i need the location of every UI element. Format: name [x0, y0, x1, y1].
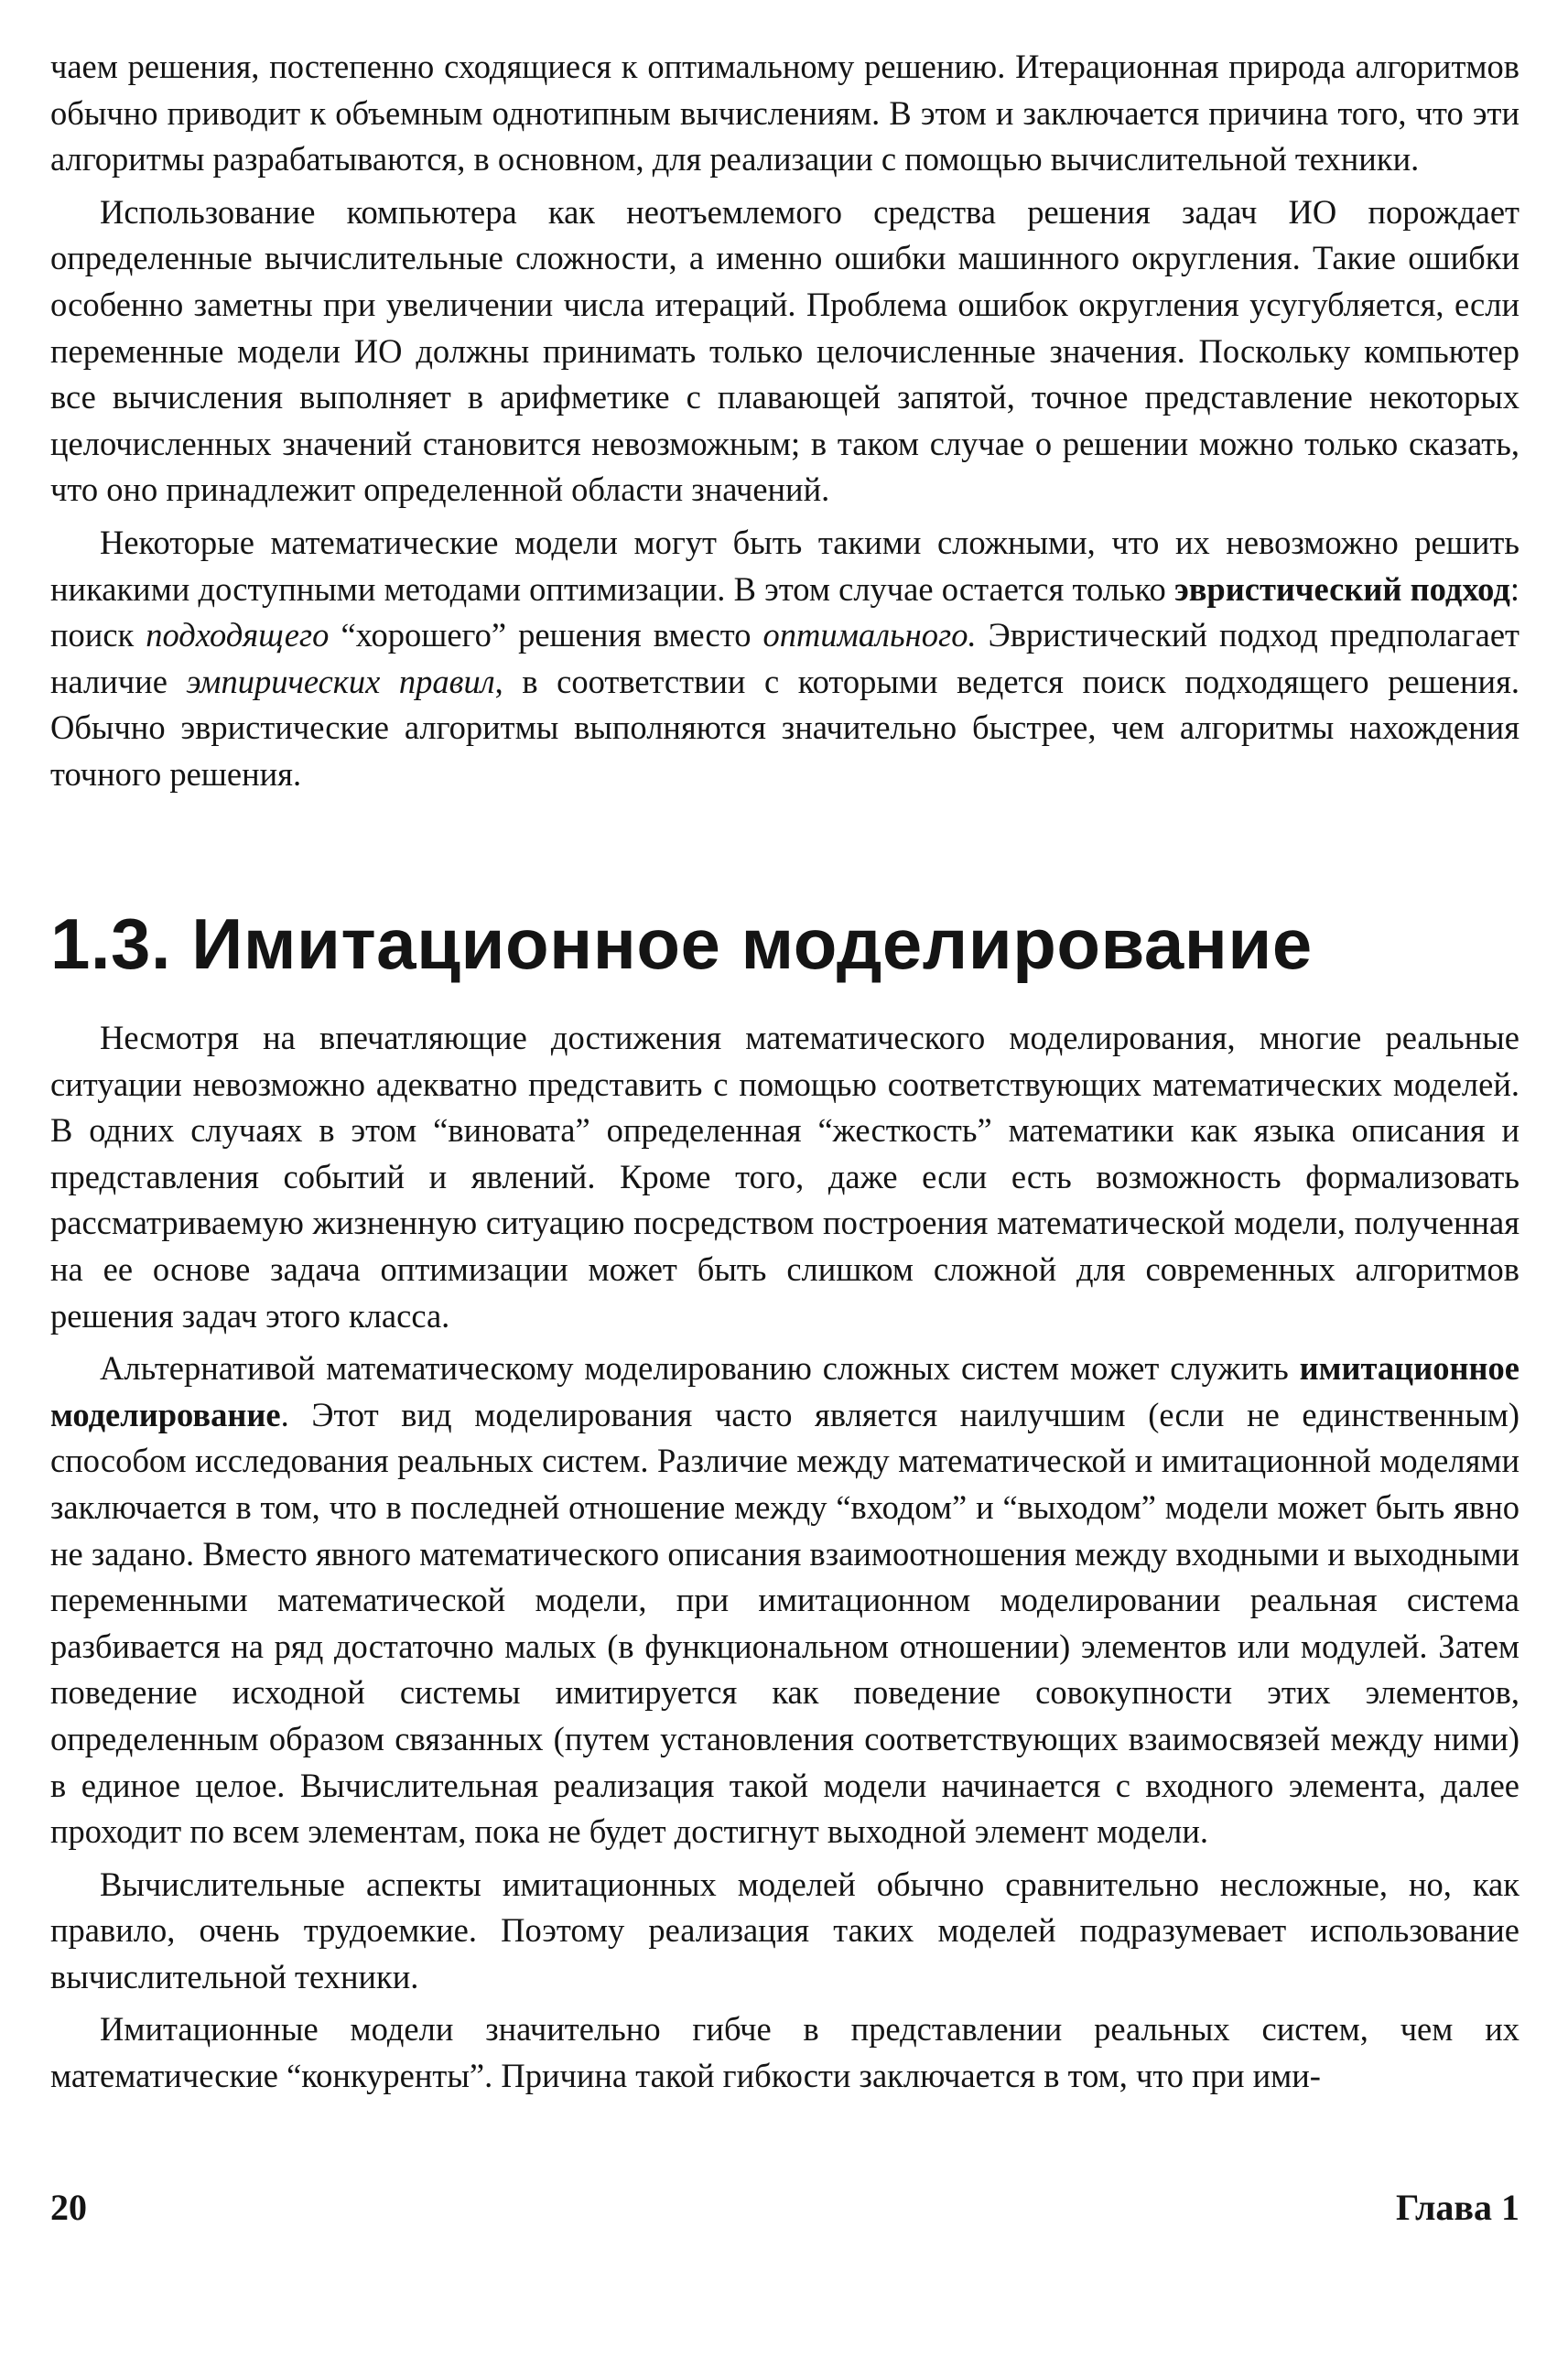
paragraph-continuation: чаем решения, постепенно сходящиеся к оптимальному решению. Итерационная природа алгоритмов обычно приводит к объемным однотипным вычислениям. В этом и заключается причина того, что эти алгоритмы разрабатываются, в основном, для реализации с помощью вычислительной техники. — [50, 48, 1519, 178]
paragraph-flexibility: Имитационные модели значительно гибче в представлении реальных систем, чем их математические “конкуренты”. Причина такой гибкости заключается в том, что при ими- — [50, 2010, 1519, 2095]
paragraph-computational-aspects: Вычислительные аспекты имитационных моделей обычно сравнительно несложные, но, как правило, очень трудоемкие. Поэтому реализация таких моделей подразумевает использование вычислительной техники. — [50, 1865, 1519, 1995]
paragraph-math-limitations: Несмотря на впечатляющие достижения математического моделирования, многие реальные ситуации невозможно адекватно представить с помощью соответствующих математических моделей. В одних случаях в этом “виновата” определенная “жесткость” математики как языка описания и представления событий и явлений. Кроме того, даже если есть возможность формализовать рассматриваемую жизненную ситуацию посредством построения математической модели, полученная на ее основе задача оптимизации может быть слишком сложной для современных алгоритмов решения задач этого класса. — [50, 1019, 1519, 1335]
text-run: : поиск — [50, 569, 1520, 654]
text-run: Эвристический подход предполагает наличие — [50, 616, 1520, 700]
emphasis-suitable: подходящего — [146, 616, 330, 654]
text-run: , в соответствии с которыми ведется поиск подходящего решения. Обычно эвристические алгоритмы выполняются значительно быстрее, чем алгоритмы нахождения точного решения. — [50, 662, 1519, 793]
text-run: “хорошего” решения вместо — [329, 616, 763, 654]
term-heuristic-approach: эвристический подход — [1173, 569, 1510, 608]
paragraph-heuristic — [50, 520, 1519, 798]
text-run: Некоторые математические модели могут быть такими сложными, что их невозможно решить никакими доступными методами оптимизации. В этом случае остается только — [50, 523, 1519, 608]
paragraph-rounding-errors: Использование компьютера как неотъемлемого средства решения задач ИО порождает определенные вычислительные сложности, а именно ошибки машинного округления. Такие ошибки особенно заметны при увеличении числа итераций. Проблема ошибок округления усугубляется, если переменные модели ИО должны принимать только целочисленные значения. Поскольку компьютер все вычисления выполняет в арифметике с плавающей запятой, точное представление некоторых целочисленных значений становится невозможным; в таком случае о решении можно только сказать, что оно принадлежит определенной области значений. — [50, 192, 1519, 509]
page-footer — [50, 2186, 1519, 2230]
paragraph-simulation-alternative — [50, 1346, 1519, 1855]
page-number: 20 — [50, 2187, 87, 2228]
emphasis-optimal: оптимального. — [762, 616, 977, 654]
text-run: . Этот вид моделирования часто является наилучшим (если не единственным) способом исследования реальных систем. Различие между математической и имитационной моделями заключается в том, что в последней отношение между “входом” и “выходом” модели может быть явно не задано. Вместо явного математического описания взаимоотношения между входными и выходными переменными математической модели, при имитационном моделировании реальная система разбивается на ряд достаточно малых (в функциональном отношении) элементов или модулей. Затем поведение исходной системы имитируется как поведение совокупности этих элементов, определенным образом связанных (путем установления соответствующих взаимосвязей между ними) в единое целое. Вычислительная реализация такой модели начинается с входного элемента, далее проходит по всем элементам, пока не будет достигнут выходной элемент модели. — [50, 1395, 1519, 1851]
text-block-upper — [50, 44, 1519, 805]
text-block-lower — [50, 1015, 1519, 2106]
emphasis-empirical-rules: эмпирических правил — [186, 662, 495, 700]
section-heading: 1.3. Имитационное моделирование — [50, 903, 1313, 984]
text-run: Альтернативой математическому моделированию сложных систем может служить — [100, 1349, 1300, 1388]
chapter-label: Глава 1 — [1396, 2187, 1519, 2228]
term-simulation-modeling: имитационное моделирование — [50, 1349, 1519, 1433]
